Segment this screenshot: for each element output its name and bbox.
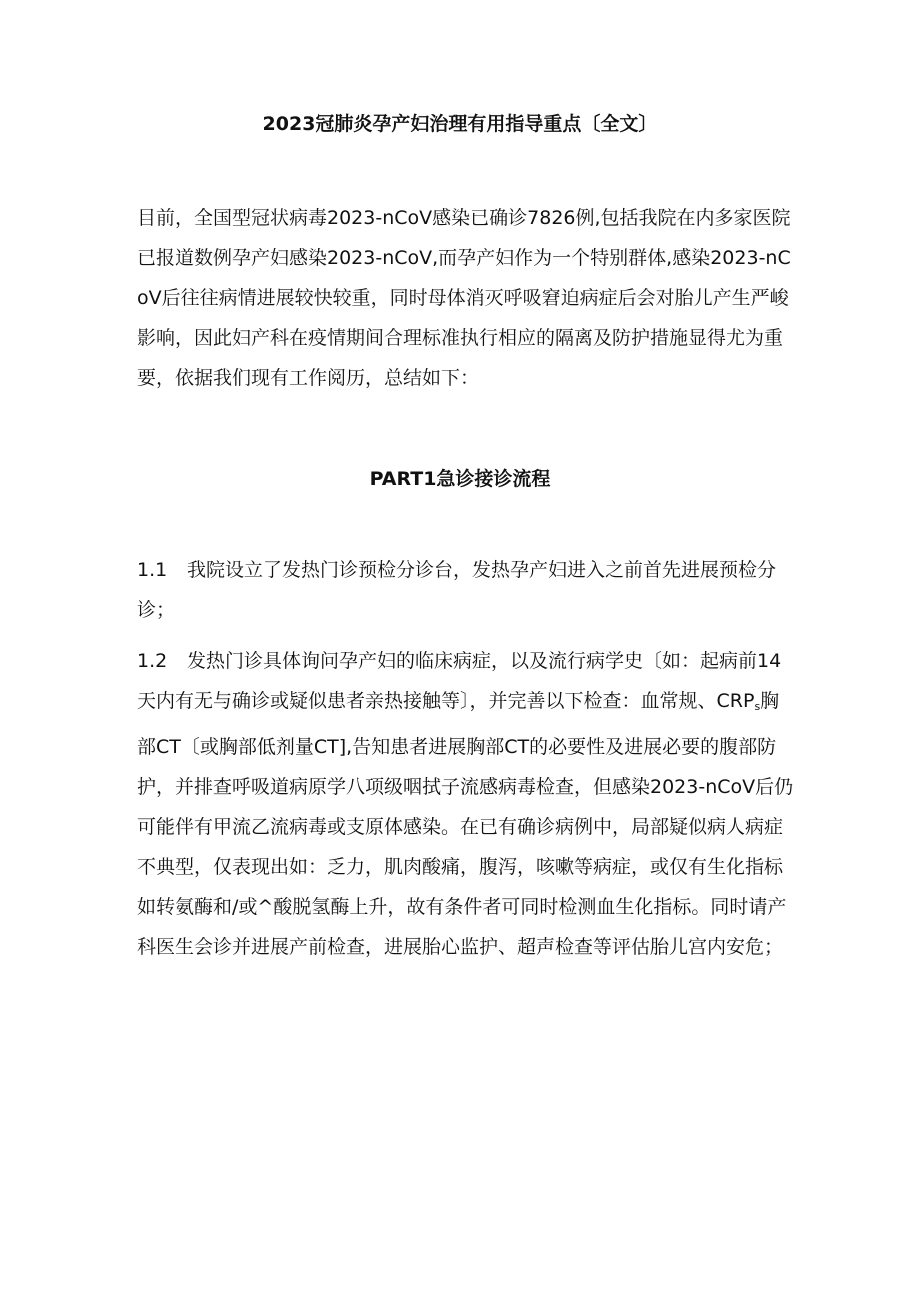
intro-paragraph: 目前，全国型冠状病毒2023-nCoV感染已确诊7826例,包括我院在内多家医院已报道数例孕产妇感染2023-nCoV,而孕产妇作为一个特别群体,感染2023-nCoV后往往病情进展较快较重，同时母体消灭呼吸窘迫病症后会对胎儿产生严峻影响，因此妇产科在疫情期间合理标准执行相应的隔离及防护措施显得尤为重要，依据我们现有工作阅历，总结如下： xyxy=(137,207,791,389)
item-text: 我院设立了发热门诊预检分诊台，发热孕产妇进入之前首先进展预检分诊； xyxy=(137,559,777,621)
list-item xyxy=(137,641,797,967)
document-title: 2023冠肺炎孕产妇治理有用指导重点〔全文〕 xyxy=(262,113,658,135)
item-number: 1.1 xyxy=(137,559,168,581)
item-text-continued: 胸部CT〔或胸部低剂量CT],告知患者进展胸部CT的必要性及进展必要的腹部防护，并排查呼吸道病原学八项级咽拭子流感病毒检查，但感染2023-nCoV后仍可能伴有甲流乙流病毒或支原体感染。在已有确诊病例中，局部疑似病人病症不典型，仅表现出如：乏力，肌肉酸痛，腹泻，咳嗽等病症，或仅有生化指标如转氨酶和/或^酸脱氢酶上升，故有条件者可同时检测血生化指标。同时请产科医生会诊并进展产前检查，进展胎心监护、超声检查等评估胎儿宫内安危； xyxy=(137,690,794,958)
item-number: 1.2 xyxy=(137,650,168,672)
list-item xyxy=(137,550,797,630)
section-heading: PART1急诊接诊流程 xyxy=(369,468,551,490)
item-text: 发热门诊具体询问孕产妇的临床病症，以及流行病学史〔如：起病前14天内有无与确诊或疑似患者亲热接触等〕，并完善以下检查：血常规、CRP xyxy=(137,650,782,712)
item-subscript: s xyxy=(754,700,761,713)
